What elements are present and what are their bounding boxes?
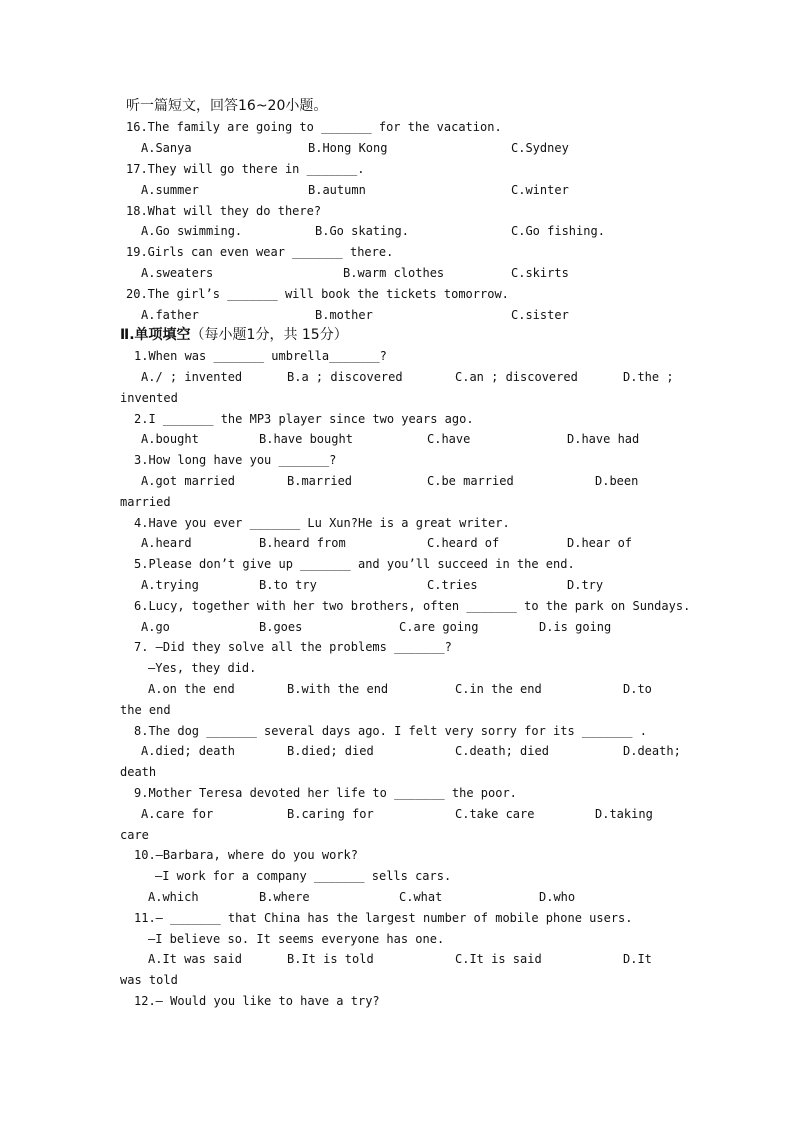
option-b: B.It is told: [287, 952, 374, 966]
option-d: D.have had: [567, 432, 640, 446]
question-1: 1.When was _______ umbrella_______?: [134, 349, 387, 363]
options-2: [0, 429, 794, 449]
option-a: A.died; death: [141, 744, 235, 758]
option-b: B.heard from: [259, 536, 346, 550]
option-b: B.mother: [315, 308, 373, 322]
option-b: B.married: [287, 474, 353, 488]
option-b: B.where: [259, 890, 310, 904]
option-a: A.got married: [141, 474, 235, 488]
listening-intro: 听一篇短文，回答16~20小题。: [126, 98, 328, 114]
options-3: [0, 471, 794, 491]
option-c: C.be married: [427, 474, 514, 488]
options-8: [0, 741, 794, 761]
options-1: [0, 367, 794, 387]
question-8: 8.The dog _______ several days ago. I felt very sorry for its _______ .: [134, 724, 647, 738]
option-c: C.sister: [511, 308, 569, 322]
option-d: D.the ;: [623, 370, 674, 384]
section-heading: [120, 325, 348, 345]
option-a: A.sweaters: [141, 266, 214, 280]
option-d: D.to: [623, 682, 652, 696]
option-a: A.on the end: [148, 682, 235, 696]
reply-11: —I believe so. It seems everyone has one.: [148, 932, 445, 946]
option-c: C.Go fishing.: [511, 224, 605, 238]
option-d-continued: was told: [120, 973, 178, 987]
option-a: A.father: [141, 308, 199, 322]
option-c: C.heard of: [427, 536, 500, 550]
options-16: [0, 138, 794, 158]
options-5: [0, 575, 794, 595]
option-d-continued: care: [120, 828, 149, 842]
question-19: 19.Girls can even wear _______ there.: [126, 245, 394, 259]
option-d: D.death;: [623, 744, 681, 758]
question-17: 17.They will go there in _______.: [126, 162, 365, 176]
option-b: B.a ; discovered: [287, 370, 403, 384]
option-b: B.died; died: [287, 744, 374, 758]
options-20: [0, 305, 794, 325]
option-c: C.Sydney: [511, 141, 569, 155]
option-c: C.an ; discovered: [455, 370, 578, 384]
option-a: A.Sanya: [141, 141, 192, 155]
options-6: [0, 617, 794, 637]
question-7: 7. —Did they solve all the problems _______?: [134, 640, 452, 654]
question-12: 12.— Would you like to have a try?: [134, 994, 380, 1008]
option-a: A.summer: [141, 183, 199, 197]
option-d: D.try: [567, 578, 604, 592]
option-d: D.is going: [539, 620, 612, 634]
option-b: B.autumn: [308, 183, 366, 197]
option-d: D.hear of: [567, 536, 633, 550]
option-a: A.trying: [141, 578, 199, 592]
option-a: A.care for: [141, 807, 214, 821]
option-b: B.goes: [259, 620, 303, 634]
option-b: B.caring for: [287, 807, 374, 821]
option-b: B.Go skating.: [315, 224, 409, 238]
question-16: 16.The family are going to _______ for the vacation.: [126, 120, 502, 134]
options-17: [0, 180, 794, 200]
options-9: [0, 804, 794, 824]
option-a: A.bought: [141, 432, 199, 446]
option-a: A.Go swimming.: [141, 224, 243, 238]
option-c: C.It is said: [455, 952, 542, 966]
option-c: C.skirts: [511, 266, 569, 280]
options-7: [0, 679, 794, 699]
option-d: D.It: [623, 952, 652, 966]
option-c: C.tries: [427, 578, 478, 592]
option-c: C.are going: [399, 620, 479, 634]
option-b: B.warm clothes: [343, 266, 445, 280]
question-5: 5.Please don’t give up _______ and you’ll succeed in the end.: [134, 557, 575, 571]
question-9: 9.Mother Teresa devoted her life to _______ the poor.: [134, 786, 517, 800]
option-d-continued: death: [120, 765, 157, 779]
option-b: B.have bought: [259, 432, 353, 446]
option-a: A.which: [148, 890, 199, 904]
option-d-continued: married: [120, 495, 171, 509]
reply-10: —I work for a company _______ sells cars.: [155, 869, 452, 883]
option-c: C.in the end: [455, 682, 542, 696]
option-b: B.Hong Kong: [308, 141, 388, 155]
section-note: （每小题1分，共 15分）: [190, 327, 348, 343]
option-d: D.taking: [595, 807, 653, 821]
option-a: A.go: [141, 620, 170, 634]
option-a: A.heard: [141, 536, 192, 550]
option-b: B.with the end: [287, 682, 389, 696]
options-4: [0, 533, 794, 553]
options-10: [0, 887, 794, 907]
option-c: C.winter: [511, 183, 569, 197]
question-10: 10.—Barbara, where do you work?: [134, 848, 358, 862]
question-4: 4.Have you ever _______ Lu Xun?He is a great writer.: [134, 516, 510, 530]
section-title: Ⅱ.单项填空: [120, 327, 191, 343]
reply-7: —Yes, they did.: [148, 661, 257, 675]
question-2: 2.I _______ the MP3 player since two years ago.: [134, 412, 474, 426]
option-d-continued: invented: [120, 391, 178, 405]
option-c: C.death; died: [455, 744, 549, 758]
question-3: 3.How long have you _______?: [134, 453, 337, 467]
option-c: C.have: [427, 432, 471, 446]
options-19: [0, 263, 794, 283]
option-b: B.to try: [259, 578, 317, 592]
option-d: D.who: [539, 890, 576, 904]
options-11: [0, 949, 794, 969]
option-a: A.It was said: [148, 952, 242, 966]
option-c: C.what: [399, 890, 443, 904]
options-18: [0, 221, 794, 241]
question-11: 11.— _______ that China has the largest number of mobile phone users.: [134, 911, 633, 925]
question-18: 18.What will they do there?: [126, 204, 322, 218]
option-a: A./ ; invented: [141, 370, 243, 384]
option-c: C.take care: [455, 807, 535, 821]
question-6: 6.Lucy, together with her two brothers, often _______ to the park on Sundays.: [134, 599, 691, 613]
option-d-continued: the end: [120, 703, 171, 717]
question-20: 20.The girl’s _______ will book the tickets tomorrow.: [126, 287, 509, 301]
option-d: D.been: [595, 474, 639, 488]
